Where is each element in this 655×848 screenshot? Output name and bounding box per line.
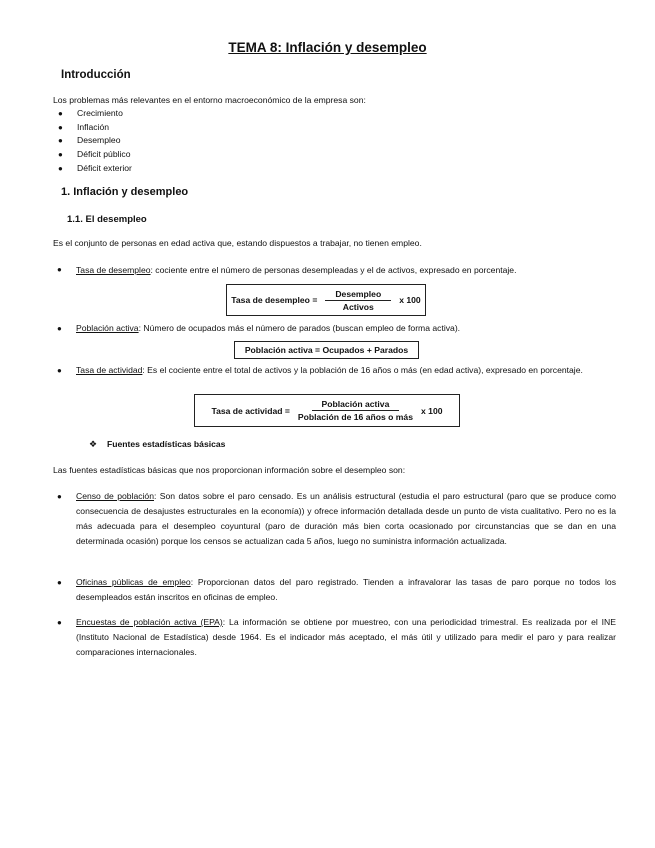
- diamond-bullet-icon: ❖: [89, 439, 98, 449]
- poblacion-activa-formula: Población activa = Ocupados + Parados: [234, 341, 419, 359]
- tasa-actividad-formula: Tasa de actividad = $\frac{\text{Población activa}}{\text{Población de 16 años o más}}$ x 100: [194, 394, 460, 427]
- section-heading: 1. Inflación y desempleo: [61, 186, 189, 198]
- fuente-epa-paragraph: Encuestas de población activa (EPA): La información se obtiene por muestreo, con una periodicidad trimestral. Es realizada por el INE (Instituto Nacional de Estadística) desde 1964. Es el indicador más aceptado, el más útil y utilizado para medir el paro y para realizar comparaciones internacionales.: [76, 617, 616, 657]
- list-item: ● Inflación: [53, 121, 132, 135]
- subsection-heading: 1.1. El desempleo: [67, 214, 147, 225]
- bullet-icon: ●: [58, 136, 63, 146]
- intro-list: [53, 107, 132, 175]
- poblacion-activa-term: Población activa: [76, 323, 139, 333]
- document-title: TEMA 8: Inflación y desempleo: [228, 40, 427, 55]
- bullet-icon: ●: [57, 265, 62, 274]
- tasa-desempleo-paragraph: Tasa de desempleo: cociente entre el número de personas desempleadas y el de activos, expresado en porcentaje.: [76, 265, 517, 275]
- tasa-actividad-term: Tasa de actividad: [76, 365, 143, 375]
- bullet-icon: ●: [58, 163, 63, 173]
- bullet-icon: ●: [57, 366, 62, 375]
- intro-lead: Los problemas más relevantes en el entorno macroeconómico de la empresa son:: [53, 95, 366, 105]
- poblacion-activa-paragraph: Población activa: Número de ocupados más el número de parados (buscan empleo de forma activa).: [76, 323, 461, 333]
- desempleo-definition: Es el conjunto de personas en edad activa que, estando dispuestos a trabajar, no tienen empleo.: [53, 238, 422, 248]
- fuentes-lead: Las fuentes estadísticas básicas que nos proporcionan información sobre el desempleo son:: [53, 465, 406, 475]
- fraction: $\frac{\text{Desempleo}}{\text{Activos}}$: [325, 289, 391, 312]
- fuente-oficinas-paragraph: Oficinas públicas de empleo: Proporcionan datos del paro registrado. Tienden a infravalorar las tasas de paro porque no todos los desempleados están inscritos en oficinas de empleo.: [76, 577, 617, 602]
- fuentes-heading: Fuentes estadísticas básicas: [107, 439, 226, 449]
- list-item: ● Crecimiento: [53, 107, 132, 121]
- list-item: ● Déficit exterior: [53, 162, 132, 176]
- bullet-icon: ●: [57, 618, 62, 627]
- fuente-oficinas-term: Oficinas públicas de empleo: [76, 577, 191, 587]
- bullet-icon: ●: [58, 122, 63, 132]
- fuente-censo-paragraph: Censo de población: Son datos sobre el paro censado. Es un análisis estructural (estudia el paro estructural (paro que se produce como consecuencia de desajustes estructurales en la economía)) y ofrece información detallada desde un punto de vista cualitativo. Pero no es la más adecuada para el desempleo coyuntural (paro de duración más bien corta ocasionado por circunstancias que se dan en una determinada ocasión) porque los censos se actualizan cada 5 años, luego no suministra información actualizada.: [76, 491, 617, 546]
- tasa-actividad-paragraph: Tasa de actividad: Es el cociente entre el total de activos y la población de 16 años o más (en edad activa), expresado en porcentaje.: [76, 365, 583, 375]
- bullet-icon: ●: [58, 109, 63, 118]
- fuente-censo-term: Censo de población: [76, 491, 154, 501]
- fraction: $\frac{\text{Población activa}}{\text{Población de 16 años o más}}$: [297, 399, 413, 422]
- intro-heading: Introducción: [61, 69, 131, 81]
- bullet-icon: ●: [57, 492, 62, 501]
- bullet-icon: ●: [58, 150, 63, 160]
- list-item: ● Desempleo: [53, 134, 132, 148]
- fuente-epa-term: Encuestas de población activa (EPA): [76, 617, 223, 627]
- list-item: ● Déficit público: [53, 148, 132, 162]
- bullet-icon: ●: [57, 324, 62, 333]
- tasa-desempleo-formula: Tasa de desempleo = $\frac{\text{Desempleo}}{\text{Activos}}$ x 100: [226, 284, 426, 316]
- tasa-desempleo-term: Tasa de desempleo: [76, 265, 151, 275]
- bullet-icon: ●: [57, 578, 62, 587]
